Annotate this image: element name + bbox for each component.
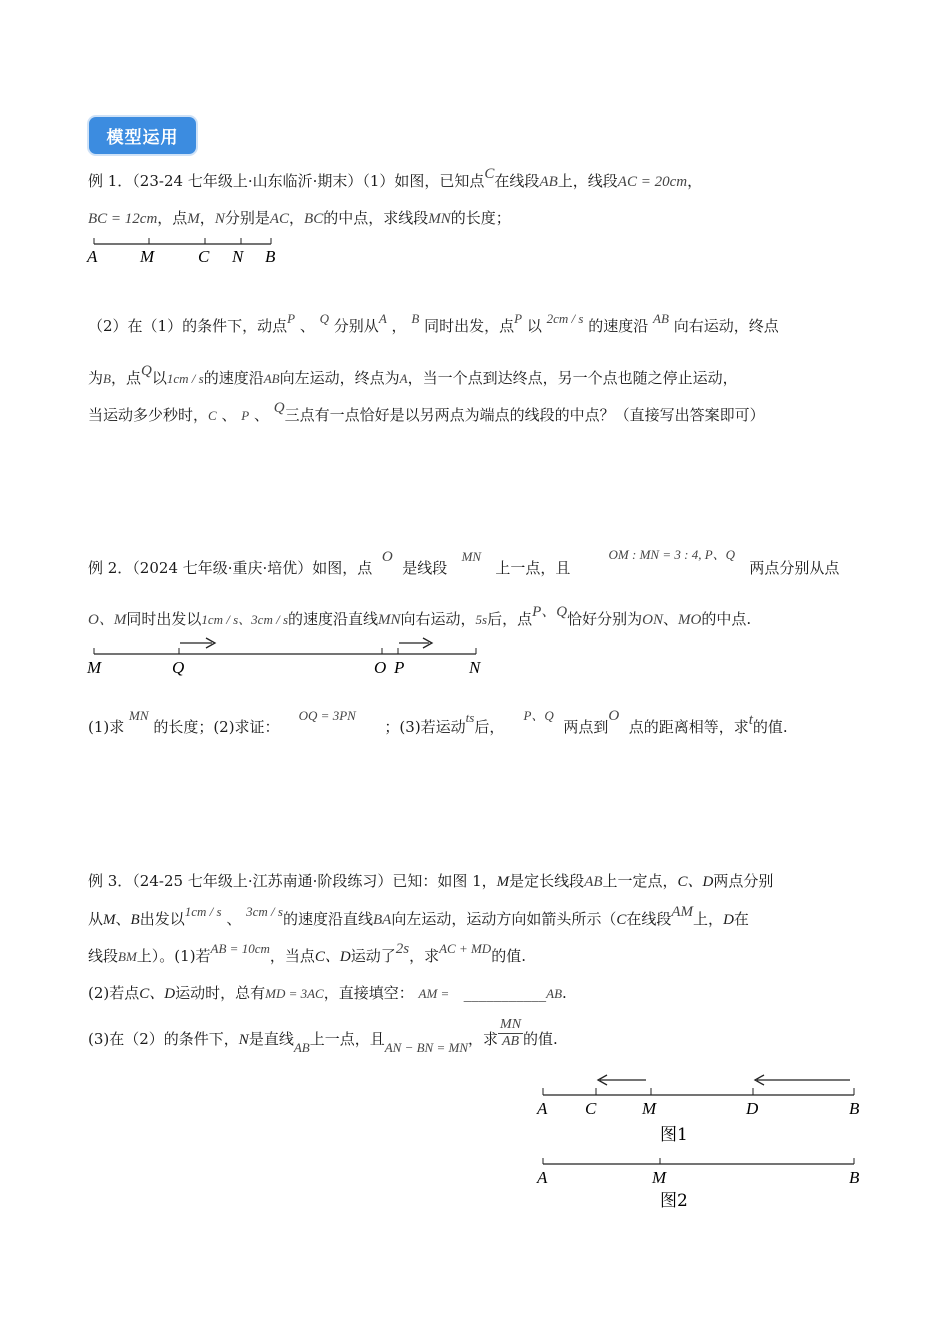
ex3-line4: (2)若点C、D运动时，总有MD = 3AC，直接填空： AM = ___________AB. [88,984,567,1002]
ex2-figure [84,632,504,680]
label-a: A [87,247,98,266]
fig2-caption: 图2 [660,1191,688,1211]
label-n: N [469,658,481,677]
label-m: M [140,247,155,266]
fig1-label-m: M [642,1099,657,1118]
ex1-line3: （2）在（1）的条件下，动点P 、 Q 分别从A ， B 同时出发，点P 以 2cm / s 的速度沿 AB 向右运动，终点 [88,311,779,335]
ex3-line3: 线段BM上）。(1)若AB = 10cm，当点C、D运动了2s，求AC + MD的值. [88,941,526,965]
label-p: P [394,658,405,677]
label-o: O [374,658,387,677]
ex2-line2: O、M同时出发以1cm / s、3cm / s的速度沿直线MN向右运动，5s后，点P、Q恰好分别为ON、MO的中点. [88,604,752,628]
label-b: B [265,247,276,266]
ex1-line5: 当运动多少秒时，C 、 P 、 Q三点有一点恰好是以另两点为端点的线段的中点？（直接写出答案即可） [88,400,765,424]
ex3-figures [530,1070,875,1215]
fig1-label-d: D [746,1099,759,1118]
fig1-label-c: C [585,1099,597,1118]
fig1-label-a: A [537,1099,548,1118]
fraction-mn-ab: $\frac{MN}{AB}$ [500,1016,522,1049]
fig2-label-b: B [849,1168,860,1187]
ex3-line1: 例 3．（24-25 七年级上·江苏南通·阶段练习）已知：如图 1，M是定长线段AB上一定点，C、D两点分别 [88,872,774,890]
label-m: M [87,658,102,677]
ex1-line2: BC = 12cm，点M，N分别是AC，BC的中点，求线段MN的长度； [88,209,511,227]
label-c: C [198,247,210,266]
ex2-line1: 例 2．（2024 七年级·重庆·培优）如图，点 O 是线段 MN 上一点，且 OM : MN = 3 : 4, P、Q 两点分别从点 [88,547,840,577]
answer-blank[interactable]: ___________ [463,984,547,1002]
fig1-label-b: B [849,1099,860,1118]
ex1-figure [84,234,284,270]
ex2-line3: (1)求 MN 的长度；(2)求证： OQ = 3PN ；(3)若运动ts后， P、Q 两点到O 点的距离相等，求t的值. [88,708,788,736]
fig2-label-m: M [652,1168,667,1187]
ex3-line2: 从M、B出发以1cm / s 、 3cm / s的速度沿直线BA向左运动，运动方向如箭头所示（C在线段AM上，D在 [88,904,749,928]
label-q: Q [172,658,185,677]
section-badge: 模型运用 [89,117,196,154]
ex1-line1: 例 1．（23-24 七年级上·山东临沂·期末）（1）如图，已知点C在线段AB上，线段AC = 20cm， [88,166,703,190]
fig1-caption: 图1 [660,1125,688,1145]
fig2-label-a: A [537,1168,548,1187]
ex3-line5: (3)在（2）的条件下，N是直线AB上一点，且AN − BN = MN，求 $\frac{MN}{AB}$ 的值. [88,1016,558,1055]
ex1-line4: 为B，点Q以1cm / s的速度沿AB向左运动，终点为A，当一个点到达终点，另一个点也随之停止运动， [88,363,738,387]
label-n: N [232,247,244,266]
